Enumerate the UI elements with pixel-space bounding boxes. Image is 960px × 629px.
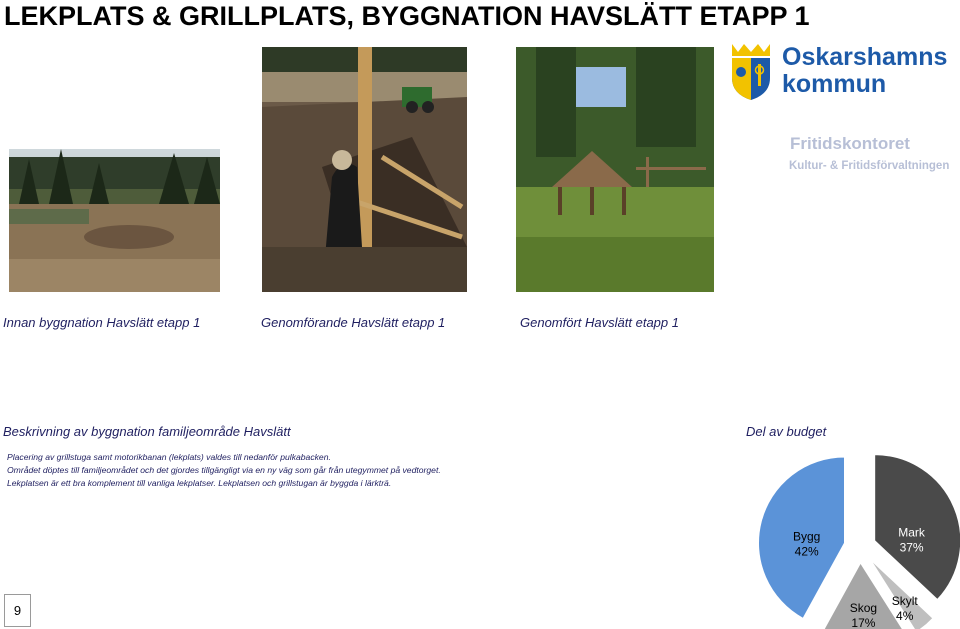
pie-label-category: Bygg: [793, 529, 821, 544]
pie-label-value: 42%: [794, 544, 819, 559]
pie-label-value: 17%: [851, 616, 876, 629]
photo-during: [262, 47, 467, 292]
budget-pie-chart: [700, 429, 960, 629]
municipality-logo: [728, 42, 958, 104]
pie-label-category: Skog: [849, 601, 878, 616]
description-text: [7, 451, 441, 490]
description-line: Området döptes till familjeområdet och det gjordes tillgängligt via en ny väg som går från utegymmet på vedtorget.: [7, 465, 441, 475]
pie-label-value: 37%: [899, 540, 924, 555]
logo-line-2: kommun: [782, 70, 887, 98]
logo-line-1: Oskarshamns: [782, 43, 948, 71]
page-title: LEKPLATS & GRILLPLATS, BYGGNATION HAVSLÄTT ETAPP 1: [4, 1, 810, 31]
pie-label-category: Skylt: [891, 594, 918, 609]
description-line: Placering av grillstuga samt motorikbanan (lekplats) valdes till nedanför pulkabacken.: [7, 452, 331, 462]
department-subtitle: Kultur- & Fritidsförvaltningen: [789, 160, 950, 172]
department-name: Fritidskontoret: [790, 134, 910, 153]
photo-caption-before: Innan byggnation Havslätt etapp 1: [3, 315, 201, 330]
photo-caption-after: Genomfört Havslätt etapp 1: [520, 315, 679, 330]
chart-title: Del av budget: [746, 424, 827, 439]
coat-of-arms-icon: [728, 42, 774, 102]
pie-label-value: 4%: [896, 609, 914, 624]
photo-before: [9, 149, 220, 292]
photo-caption-during: Genomförande Havslätt etapp 1: [261, 315, 446, 330]
page-number: 9: [4, 594, 31, 627]
description-heading: Beskrivning av byggnation familjeområde Havslätt: [3, 424, 291, 439]
photo-after: [516, 47, 714, 292]
description-line: Lekplatsen är ett bra komplement till vanliga lekplatser. Lekplatsen och grillstugan är byggda i lärkträ.: [7, 478, 392, 488]
pie-label-category: Mark: [898, 525, 925, 540]
